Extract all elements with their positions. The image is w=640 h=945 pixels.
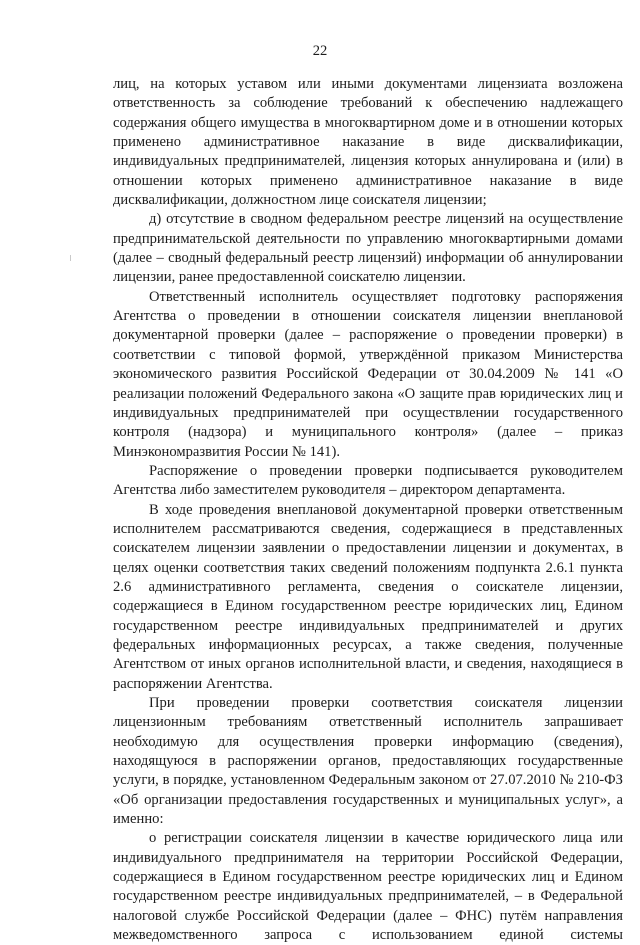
document-body — [113, 75, 623, 945]
paragraph-documentary-check: В ходе проведения внеплановой документарной проверки ответственным исполнителем рассматриваются сведения, содержащиеся в представленных соискателем лицензии заявлении о предоставлении лицензии и документах, в целях оценки соответствия таких сведений положениям подпункта 2.6.1 пункта 2.6 административного регламента, сведения о соискателе лицензии, содержащиеся в Едином государственном реестре юридических лиц, Едином государственном реестре индивидуальных предпринимателей и других федеральных информационных ресурсах, а также сведения, полученные Агентством от иных органов исполнительной власти, и сведения, находящиеся в распоряжении Агентства. — [113, 501, 623, 692]
paragraph-officials-disqualification: лиц, на которых уставом или иными документами лицензиата возложена ответственность за соблюдение требований к обеспечению надлежащего содержания общего имущества в многоквартирном доме и в отношении которых применено административное наказание в виде дисквалификации, индивидуальных предпринимателей, лицензия которых аннулирована и (или) в отношении которых применено административное наказание в виде дисквалификации, должностном лице соискателя лицензии; — [113, 76, 623, 209]
margin-mark — [70, 255, 71, 261]
page-number: 22 — [312, 43, 328, 59]
paragraph-responsible-executor: Ответственный исполнитель осуществляет подготовку распоряжения Агентства о проведении в отношении соискателя лицензии внеплановой документарной проверки (далее – распоряжение о проведении проверки) в соответствии с типовой формой, утверждённой приказом Министерства экономического развития Российской Федерации от 30.04.2009 № 141 «О реализации положений Федерального закона «О защите прав юридических лиц и индивидуальных предпринимателей при осуществлении государственного контроля (надзора) и муниципального контроля» (далее – приказ Минэкономразвития России № 141). — [113, 288, 623, 460]
paragraph-information-request: При проведении проверки соответствия соискателя лицензии лицензионным требованиям ответственный исполнитель запрашивает необходимую для осуществления проверки информацию (сведения), находящуюся в распоряжении органов, предоставляющих государственные услуги, в порядке, установленном Федеральным законом от 27.07.2010 № 210-ФЗ «Об организации предоставления государственных и муниципальных услуг», а именно: — [113, 695, 623, 828]
paragraph-registration-request: о регистрации соискателя лицензии в качестве юридического лица или индивидуального предпринимателя на территории Российской Федерации, содержащиеся в Едином государственном реестре юридических лиц и Едином государственном реестре индивидуальных предпринимателей, – в Федеральной налоговой службе Российской Федерации (далее – ФНС) путём направления межведомственного запроса с использованием единой системы — [113, 830, 623, 944]
paragraph-item-d: д) отсутствие в сводном федеральном реестре лицензий на осуществление предпринимательской деятельности по управлению многоквартирными домами (далее – сводный федеральный реестр лицензий) информации об аннулировании лицензии, ранее предоставленной соискателю лицензии. — [113, 211, 623, 286]
paragraph-order-signing: Распоряжение о проведении проверки подписывается руководителем Агентства либо заместителем руководителя – директором департамента. — [113, 462, 623, 499]
